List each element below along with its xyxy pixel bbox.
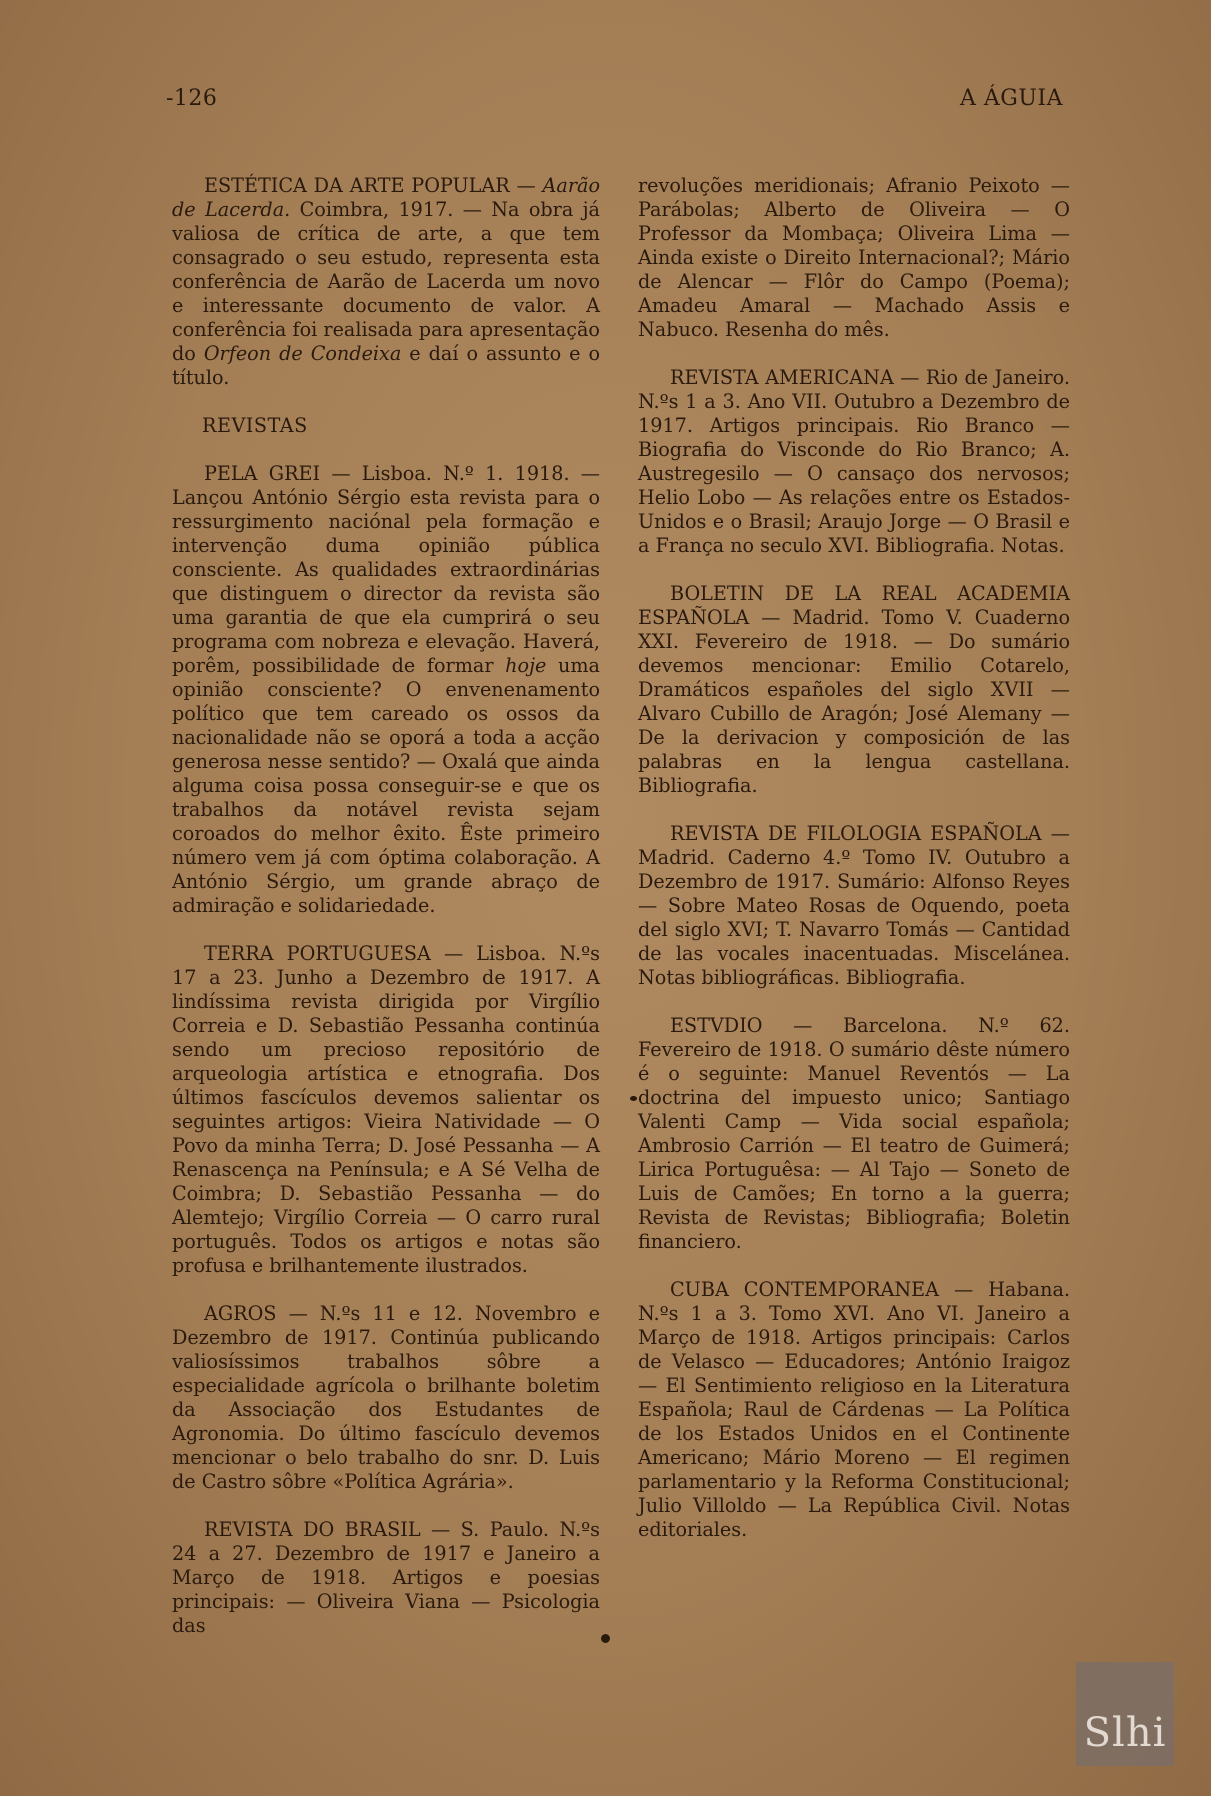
right-column: [638, 174, 1070, 1566]
paragraph-boletin-academia: BOLETIN DE LA REAL ACADEMIA ESPAÑOLA — Madrid. Tomo V. Cuaderno XXI. Fevereiro de 1918. — Do sumário devemos mencionar: Emilio Cotarelo, Dramáticos españoles del siglo XVII — Alvaro Cubillo de Aragón; José Alemany — De la derivacion y composición de las palabras en la lengua castellana. Bibliografia.: [638, 582, 1070, 797]
page-number: -126: [166, 86, 218, 111]
paragraph-estetica: ESTÉTICA DA ARTE POPULAR — Aarão de Lacerda. Coimbra, 1917. — Na obra já valiosa de crítica de arte, a que tem consagrado o seu estudo, representa esta conferência de Aarão de Lacerda um novo e interessante documento de valor. A conferência foi realisada para apresentação do Orfeon de Condeixa e daí o assunto e o título.: [172, 174, 600, 389]
paragraph-agros: AGROS — N.ºs 11 e 12. Novembro e Dezembro de 1917. Continúa publicando valiosíssimos trabalhos sôbre a especialidade agrícola o brilhante boletim da Associação dos Estudantes de Agronomia. Do último fascículo devemos mencionar o belo trabalho do snr. D. Luis de Castro sôbre «Política Agrária».: [172, 1302, 600, 1493]
paragraph-revista-do-brasil: REVISTA DO BRASIL — S. Paulo. N.ºs 24 a 27. Dezembro de 1917 e Janeiro a Março de 1918. Artigos e poesias principais: — Oliveira Viana — Psicologia das: [172, 1518, 600, 1637]
ink-spot: [601, 1634, 610, 1643]
paragraph-continuation: revoluções meridionais; Afranio Peixoto — Parábolas; Alberto de Oliveira — O Professor da Mombaça; Oliveira Lima — Ainda existe o Direito Internacional?; Mário de Alencar — Flôr do Campo (Poema); Amadeu Amaral — Machado Assis e Nabuco. Resenha do mês.: [638, 174, 1070, 341]
paragraph-revista-americana: REVISTA AMERICANA — Rio de Janeiro. N.ºs 1 a 3. Ano VII. Outubro a Dezembro de 1917. Artigos principais. Rio Branco — Biografia do Visconde do Rio Branco; A. Austregesilo — O cansaço dos nervosos; Helio Lobo — As relações entre os Estados-Unidos e o Brasil; Araujo Jorge — O Brasil e a França no seculo XVI. Bibliografia. Notas.: [638, 366, 1070, 557]
entry-title: ESTÉTICA DA ARTE POPULAR —: [204, 174, 536, 197]
paragraph-filologia-espanola: REVISTA DE FILOLOGIA ESPAÑOLA — Madrid. Caderno 4.º Tomo IV. Outubro a Dezembro de 1917. Sumário: Alfonso Reyes — Sobre Mateo Rosas de Oquendo, poeta del siglo XVI; T. Navarro Tomás — Cantidad de las vocales inacentuadas. Miscelánea. Notas bibliográficas. Bibliografia.: [638, 822, 1070, 989]
library-stamp-logo: Slhi: [1076, 1662, 1174, 1766]
running-head-title: A ÁGUIA: [960, 86, 1063, 111]
paragraph-pela-grei: PELA GREI — Lisboa. N.º 1. 1918. — Lançou António Sérgio esta revista para o ressurgimento naciónal pela formação e intervenção duma opinião pública consciente. As qualidades extraordinárias que distinguem o director da revista são uma garantia de que ela cumprirá o seu programa com nobreza e elevação. Haverá, porêm, possibilidade de formar hoje uma opinião consciente? O envenenamento político que tem careado os ossos da nacionalidade não se oporá a toda a acção generosa nesse sentido? — Oxalá que ainda alguma coisa possa conseguir-se e que os trabalhos da notável revista sejam coroados do melhor êxito. Êste primeiro número vem já com óptima colaboração. A António Sérgio, um grande abraço de admiração e solidariedade.: [172, 462, 600, 917]
paragraph-estvdio: ESTVDIO — Barcelona. N.º 62. Fevereiro de 1918. O sumário dêste número é o seguinte: Manuel Reventós — La doctrina del impuesto unico; Santiago Valenti Camp — Vida social española; Ambrosio Carrión — El teatro de Guimerá; Lirica Portuguêsa: — Al Tajo — Soneto de Luis de Camões; En torno a la guerra; Revista de Revistas; Bibliografia; Boletin financiero.: [638, 1014, 1070, 1253]
paragraph-terra-portuguesa: TERRA PORTUGUESA — Lisboa. N.ºs 17 a 23. Junho a Dezembro de 1917. A lindíssima revista dirigida por Virgílio Correia e D. Sebastião Pessanha continúa sendo um precioso repositório de arqueologia artística e etnografia. Dos últimos fascículos devemos salientar os seguintes artigos: Vieira Natividade — O Povo da minha Terra; D. José Pessanha — A Renascença na Península; e A Sé Velha de Coimbra; D. Sebastião Pessanha — do Alemtejo; Virgílio Correia — O carro rural português. Todos os artigos e notas são profusa e brilhantemente ilustrados.: [172, 942, 600, 1277]
paragraph-cuba-contemporanea: CUBA CONTEMPORANEA — Habana. N.ºs 1 a 3. Tomo XVI. Ano VI. Janeiro a Março de 1918. Artigos principais: Carlos de Velasco — Educadores; António Iraigoz — El Sentimiento religioso en la Literatura Española; Raul de Cárdenas — La Política de los Estados Unidos en el Continente Americano; Mário Moreno — El regimen parlamentario y la Reforma Constitucional; Julio Villoldo — La República Civil. Notas editoriales.: [638, 1278, 1070, 1541]
author-name: Aarão de Lacerda: [172, 174, 600, 221]
orfeon-name: Orfeon de Condeixa: [203, 342, 402, 365]
ink-spot: [630, 1096, 637, 1101]
section-heading: REVISTAS: [202, 414, 308, 437]
emphasis-hoje: hoje: [505, 654, 547, 677]
left-column: [172, 174, 600, 1662]
